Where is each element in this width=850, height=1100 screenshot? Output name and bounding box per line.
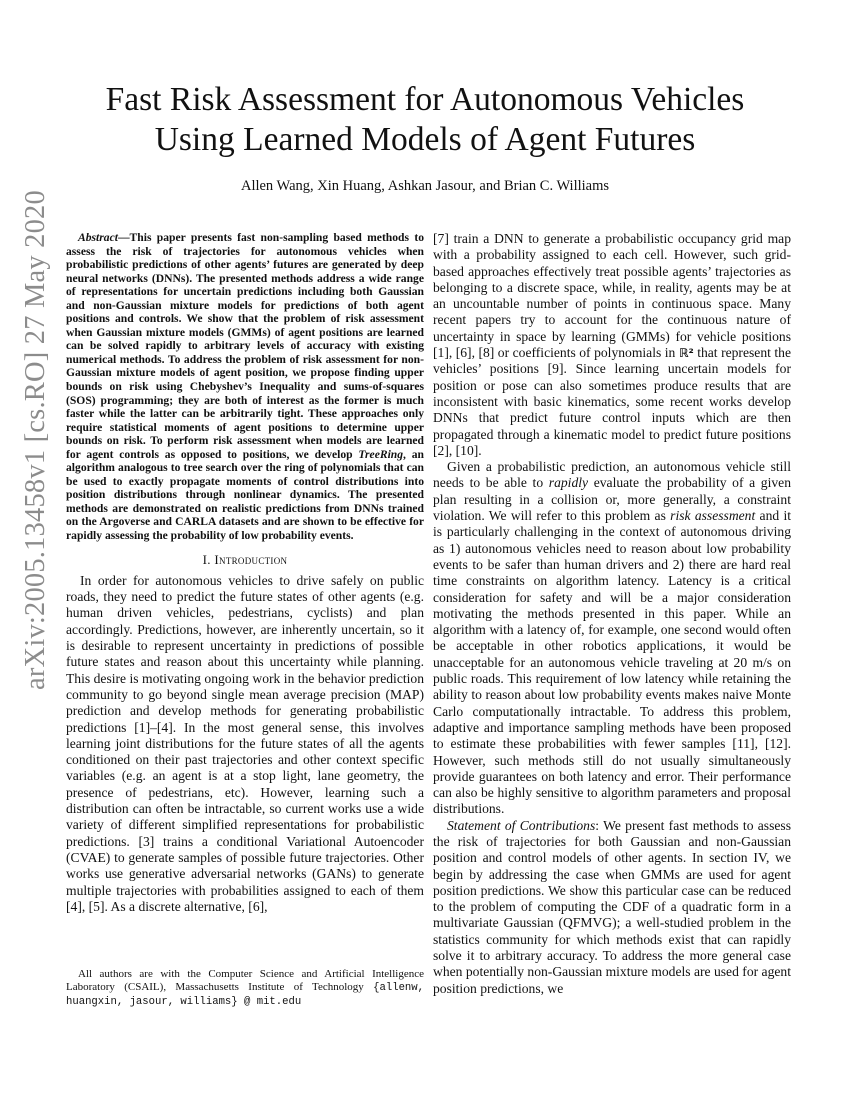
section-heading-introduction: I. Introduction: [202, 551, 288, 567]
contributions-paragraph: [433, 818, 791, 997]
abstract: [66, 231, 424, 543]
right-para1-a: [7] train a DNN to generate a probabilistic occupancy grid map with a probability assigned to each cell. However, such grid-based approaches effectively treat possible agents’ trajectories as belonging to a discrete space, while, in reality, agents may be at an uncountable number of points in continuous space. Many recent papers try to account for the continuous nature of uncertainty in space by learning (GMMs) for vehicle positions [1], [6], [8] or coefficients of polynomials in: [433, 231, 791, 361]
real-plane-symbol: ℝ²: [678, 346, 694, 361]
abstract-text-a: —This paper presents fast non-sampling based methods to assess the risk of trajectories for autonomous vehicles when probabilistic predictions of other agents’ futures are generated by deep neural networks (DNNs). The presented methods address a wide range of representations for uncertain predictions including both Gaussian and non-Gaussian mixture models for predictions of both agent positions and controls. We show that the problem of risk assessment when Gaussian mixture models (GMMs) of agent positions are learned can be solved rapidly to arbitrary levels of accuracy with existing numerical methods. To address the problem of risk assessment for non-Gaussian mixture models of agent position, we propose finding upper bounds on risk using Chebyshev’s Inequality and sums-of-squares (SOS) programming; they are both of interest as the former is much faster while the latter can be arbitrarily tight. These approaches only require statistical moments of agent positions to determine upper bounds on risk. To perform risk assessment when models are learned for agent controls as opposed to positions, we develop: [66, 231, 424, 461]
right-para2-c: and it is particularly challenging in the context of autonomous driving as 1) autonomous vehicles need to reason about low probability events to be safer than human drivers and 2) there are hard real time constraints on algorithm latency. Latency is a critical consideration for safety and will be a major consideration motivating the methods presented in this paper. While an algorithm with a latency of, for example, one second would often be acceptable in other robotics applications, it would be unacceptable for an autonomous vehicle traveling at 20 m/s on public roads. This requirement of low latency while retaining the ability to reason about low probability events makes naive Monte Carlo computationally intractable. To address this problem, adaptive and importance sampling methods have been proposed to estimate these probabilities with fewer samples [11], [12]. However, such methods still do not usually simultaneously provide guarantees on both latency and error. Their performance can also be highly sensitive to algorithm parameters and proposal distributions.: [433, 508, 791, 817]
right-para2-a: Given a probabilistic prediction, an autonomous vehicle still needs to be able to: [433, 459, 791, 491]
right-para2-b: evaluate the probability of a given plan resulting in a collision or, more generally, a constraint violation. We will refer to this problem as: [433, 475, 792, 524]
rapidly-emphasis: rapidly: [548, 475, 589, 491]
right-paragraph-1: [433, 231, 791, 459]
contributions-label: Statement of Contributions: [447, 817, 596, 833]
intro-paragraph-1: In order for autonomous vehicles to drive safely on public roads, they need to predict the future states of other agents (e.g. human driven vehicles, pedestrians, cyclists) and plan accordingly. Predictions, however, are inherently uncertain, so it is desirable to represent uncertainty in predictions of possible future states and reason about this uncertainty while planning. This desire is motivating ongoing work in the behavior prediction community to go beyond single mean average precision (MAP) prediction and develop methods for generating probabilistic predictions [1]–[4]. In the most general sense, this involves learning joint distributions for the future states of all the agents conditioned on their past trajectories and other context specific variables (e.g. an agent is at a stop light, lane geometry, the presence of pedestrians, etc). However, learning such a distribution can often be intractable, so current works use a wide variety of different simplified representations for probabilistic predictions. [3] trains a conditional Variational Autoencoder (CVAE) to generate samples of possible future trajectories. Other works use generative adversarial networks (GANs) to generate multiple trajectories with probabilities assigned to each of them [4], [5]. As a discrete alternative, [6],: [66, 572, 424, 914]
abstract-text-b: , an algorithm analogous to tree search over the ring of polynomials that can be used to exactly propagate moments of control distributions into position distributions through nonlinear dynamics. The presented methods are demonstrated on realistic predictions from DNNs trained on the Argoverse and CARLA datasets and are shown to be effective for rapidly assessing the probability of low probability events.: [66, 447, 424, 543]
right-para1-b: that represent the vehicles’ positions [9]. Since learning uncertain models for position or pose can also sometimes produce results that are inconsistent with basic kinematics, some recent works develop DNNs that predict future control inputs which are then propagated through a kinematic model to predict future positions [2], [10].: [433, 345, 791, 458]
right-paragraph-2: [433, 459, 791, 818]
paper-title: [60, 80, 790, 160]
risk-assessment-term: risk assessment: [670, 508, 756, 524]
author-footnote: [66, 968, 424, 1009]
footnote-emails: {allenw, huangxin, jasour, williams} @ mit.edu: [66, 982, 424, 1008]
footnote-text: All authors are with the Computer Science and Artificial Intelligence Laboratory (CSAIL), Massachusetts Institute of Technology: [66, 968, 424, 993]
treering-term: TreeRing: [358, 447, 404, 461]
contributions-text: : We present fast methods to assess the risk of trajectories for both Gaussian and non-Gaussian position and control models of other agents. In section IV, we begin by addressing the case when GMMs are used for agent position predictions. We show this particular case can be reduced to the problem of computing the CDF of a quadratic form in a multivariate Gaussian (QFMVG); a well-studied problem in the statistics community for which methods exist that can rapidly solve it to arbitrary accuracy. To address the more general case when potentially non-Gaussian mixture models are used for agent position predictions, we: [433, 817, 791, 996]
title-line-2: Using Learned Models of Agent Futures: [154, 121, 696, 158]
right-column: [433, 231, 791, 997]
arxiv-identifier: arXiv:2005.13458v1 [cs.RO] 27 May 2020: [20, 190, 51, 690]
abstract-label: Abstract: [78, 231, 118, 244]
left-column: [66, 231, 424, 915]
title-line-1: Fast Risk Assessment for Autonomous Vehicles: [105, 81, 745, 118]
author-list: Allen Wang, Xin Huang, Ashkan Jasour, and Brian C. Williams: [240, 178, 610, 194]
